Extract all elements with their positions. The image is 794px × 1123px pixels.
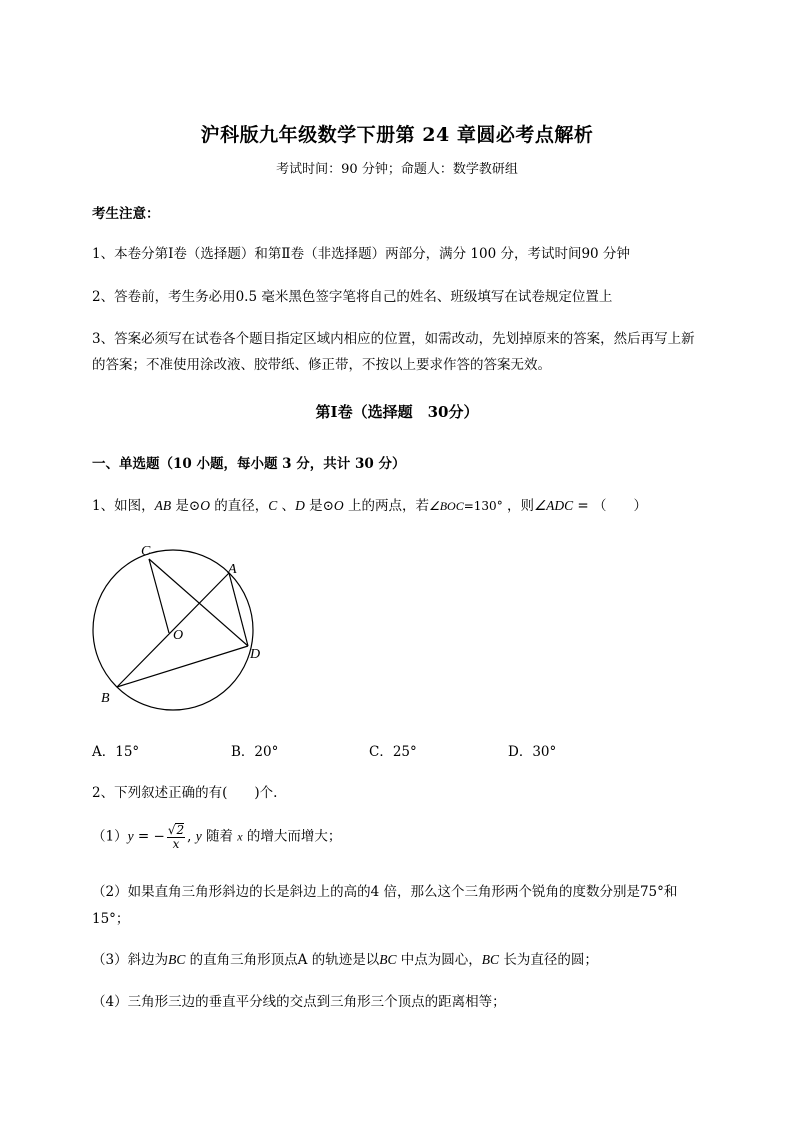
q1-text: 1、如图， xyxy=(92,498,155,514)
q2-s3-text: 中点为圆心， xyxy=(396,952,482,968)
notice-item-1: 1、本卷分第Ⅰ卷（选择题）和第Ⅱ卷（非选择题）两部分，满分 100 分，考试时间90 分钟 xyxy=(92,246,630,262)
page-title: 沪科版九年级数学下册第 24 章圆必考点解析 xyxy=(200,124,594,146)
q1-text: = （ ） xyxy=(573,498,648,514)
q1-option-d: D．30° xyxy=(508,744,557,760)
q1-text: ，则 xyxy=(502,498,534,514)
q2-statement-2: （2）如果直角三角形斜边的长是斜边上的高的4 倍，那么这个三角形两个锐角的度数分别是75°和 xyxy=(92,884,678,900)
q1-option-b: B．20° xyxy=(231,744,279,760)
exam-info: 考试时间：90 分钟；命题人：数学教研组 xyxy=(276,162,518,177)
q2-s1-y: y xyxy=(127,828,134,844)
notice-item-3-cont: 的答案；不准使用涂改液、胶带纸、修正带，不按以上要求作答的答案无效。 xyxy=(92,357,551,373)
label-c: C xyxy=(141,544,151,559)
q1-text: 是⊙ xyxy=(304,498,334,514)
label-d: D xyxy=(250,647,261,662)
q1-segment-ab: AB xyxy=(154,498,172,513)
q1-text: 上的两点，若 xyxy=(343,498,429,514)
q2-s1-prefix: （1） xyxy=(92,828,128,845)
q2-s1-x: x xyxy=(237,829,243,844)
q2-statement-1 xyxy=(92,823,341,851)
q1-text: 是⊙ xyxy=(171,498,201,514)
q2-s3-bc: BC xyxy=(481,952,500,967)
q1-center-o: O xyxy=(200,498,210,513)
q1-center-o: O xyxy=(333,498,344,513)
q2-s1-tail: 的增大而增大； xyxy=(242,828,342,845)
radius-oc xyxy=(149,559,169,633)
q2-s1-y2: y xyxy=(195,828,202,844)
section-title: 第Ⅰ卷（选择题 30分） xyxy=(315,403,479,421)
q1-angle-boc: ∠BOC xyxy=(428,499,464,513)
q1-option-a: A．15° xyxy=(92,744,140,760)
q2-s3-text: （3）斜边为 xyxy=(92,952,169,968)
q2-statement-4: （4）三角形三边的垂直平分线的交点到三角形三个顶点的距离相等； xyxy=(92,994,506,1010)
label-b: B xyxy=(101,691,110,706)
q2-s1-denominator: x xyxy=(172,837,180,851)
q2-s3-text: 的直角三角形顶点A 的轨迹是以 xyxy=(185,952,380,968)
q2-s1-numerator: 2 xyxy=(176,823,185,837)
q2-s3-bc: BC xyxy=(379,952,397,967)
q1-angle-adc: ∠ADC xyxy=(534,498,574,513)
q1-text: 的直径， xyxy=(209,498,269,514)
question-1-stem xyxy=(92,494,647,514)
q2-statement-2-cont: 15°； xyxy=(92,911,130,927)
q2-s1-mid: 随着 xyxy=(201,828,238,845)
label-o: O xyxy=(173,628,184,643)
notice-item-3: 3、答案必须写在试卷各个题目指定区域内相应的位置，如需改动，先划掉原来的答案，然后再写上新 xyxy=(92,331,695,347)
q1-option-c: C．25° xyxy=(369,744,417,760)
q1-point-d: D xyxy=(295,498,305,513)
notice-item-2: 2、答卷前，考生务必用0.5 毫米黑色签字笔将自己的姓名、班级填写在试卷规定位置上 xyxy=(92,289,613,305)
q2-s1-fraction: $\frac{√2}{x}$ xyxy=(167,823,185,851)
circle-figure xyxy=(80,535,280,715)
label-a: A xyxy=(228,562,237,577)
question-2-stem: 2、下列叙述正确的有( )个. xyxy=(92,785,278,801)
q1-angle-value: =130° xyxy=(463,499,503,513)
notice-heading: 考生注意： xyxy=(92,206,160,222)
q1-text: 、 xyxy=(277,498,296,514)
q2-s1-eq: = − xyxy=(133,828,165,845)
section-heading: 一、单选题（10 小题，每小题 3 分，共计 30 分） xyxy=(92,456,406,472)
q1-point-c: C xyxy=(268,498,278,513)
q2-s3-bc: BC xyxy=(168,952,186,967)
q2-statement-3 xyxy=(92,948,598,968)
q2-s3-text: 长为直径的圆； xyxy=(499,952,598,968)
q2-s1-comma: , xyxy=(187,828,196,845)
